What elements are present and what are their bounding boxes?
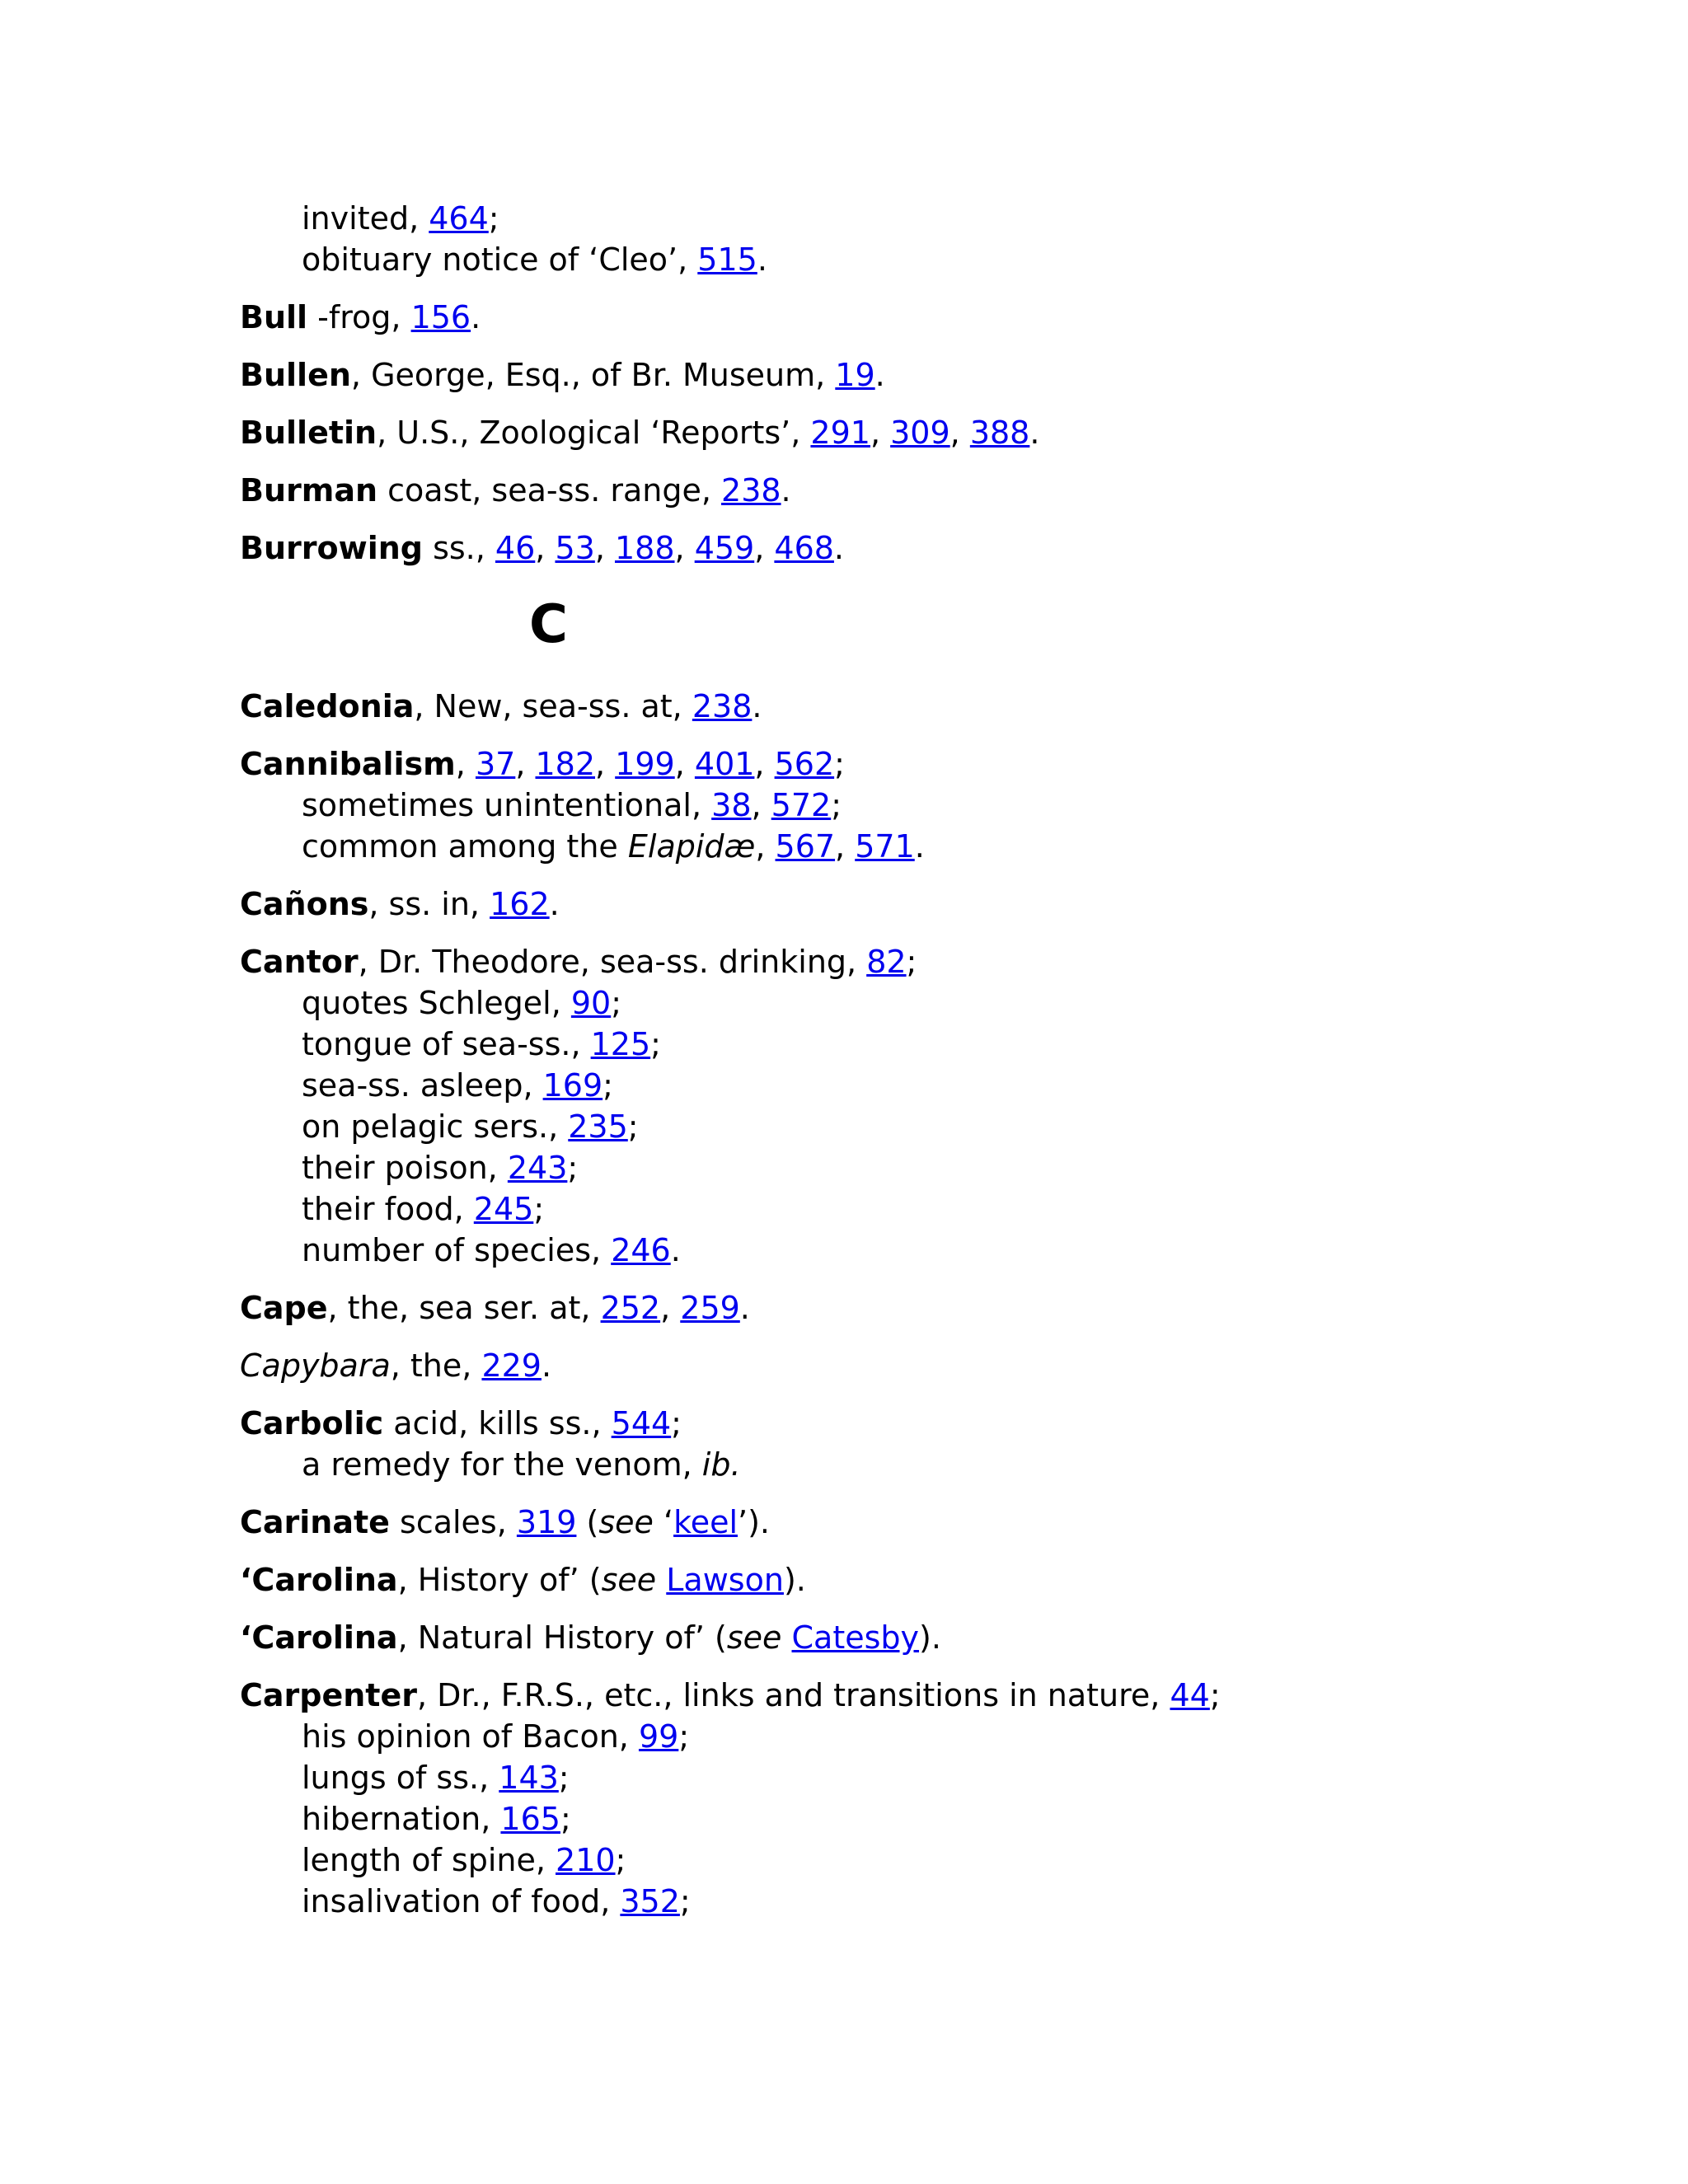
entry-text: , [754, 530, 775, 566]
entry-text: scales, [389, 1504, 517, 1540]
page-reference-link[interactable]: Catesby [791, 1619, 920, 1656]
entry-text: sometimes unintentional, [302, 787, 712, 823]
entry-text: ; [488, 200, 499, 237]
index-entry [240, 527, 1526, 569]
page-reference-link[interactable]: 388 [969, 415, 1030, 451]
entry-text: sea-ss. asleep, [302, 1067, 543, 1104]
index-entry-line [240, 1502, 1526, 1543]
index-headword: Bull [240, 299, 308, 335]
index-entry [240, 743, 1526, 867]
page-reference-link[interactable]: 90 [570, 985, 612, 1021]
page-reference-link[interactable]: 291 [810, 415, 870, 451]
page-reference-link[interactable]: 143 [499, 1760, 559, 1796]
entry-text: ; [533, 1191, 545, 1227]
italic-text: Capybara [240, 1347, 391, 1384]
page-reference-link[interactable]: 162 [490, 886, 550, 922]
index-subentry-line [240, 1188, 1526, 1230]
entry-text: , [755, 828, 776, 865]
index-subentry-line [240, 826, 1526, 867]
entry-text: ; [678, 1718, 690, 1755]
page-reference-link[interactable]: 252 [600, 1290, 661, 1326]
entry-text [656, 1562, 666, 1598]
entry-text: , [950, 415, 970, 451]
entry-text: coast, sea-ss. range, [377, 472, 722, 509]
italic-text: see [726, 1619, 782, 1656]
entry-text: on pelagic sers., [302, 1108, 569, 1145]
entry-text: common among the [302, 828, 628, 865]
entry-text: quotes Schlegel, [302, 985, 571, 1021]
page-reference-link[interactable]: 46 [495, 530, 536, 566]
index-entry [240, 686, 1526, 727]
index-entry-line [240, 354, 1526, 396]
entry-text: , ss. in, [368, 886, 490, 922]
entry-text [781, 1619, 791, 1656]
index-entry [240, 941, 1526, 1271]
entry-text: length of spine, [302, 1842, 556, 1878]
entry-text: ’). [738, 1504, 771, 1540]
page-reference-link[interactable]: 243 [507, 1150, 568, 1186]
index-subentry-line [240, 1757, 1526, 1798]
index-subentry-line [240, 1147, 1526, 1188]
index-entry [240, 1287, 1526, 1329]
entry-text: ‘ [653, 1504, 674, 1540]
entry-text: lungs of ss., [302, 1760, 499, 1796]
index-headword: ‘Carolina [240, 1619, 398, 1656]
entry-text: ss., [423, 530, 495, 566]
index-entry [240, 1502, 1526, 1543]
entry-text: ( [576, 1504, 599, 1540]
entry-text: ; [906, 944, 917, 980]
entry-text: , [535, 530, 556, 566]
entry-text: , History of’ ( [397, 1562, 602, 1598]
entry-text: ). [783, 1562, 806, 1598]
index-subentry-line [240, 1230, 1526, 1271]
index-entry [240, 412, 1526, 453]
entry-text: insalivation of food, [302, 1883, 621, 1919]
index-entry-line [240, 1675, 1526, 1716]
entry-text: . [1029, 415, 1040, 451]
entry-text: ; [650, 1026, 661, 1062]
entry-text: , [870, 415, 891, 451]
italic-text: see [598, 1504, 654, 1540]
index-headword: ‘Carolina [240, 1562, 398, 1598]
index-headword: Cantor [240, 944, 359, 980]
page-reference-link[interactable]: 182 [535, 746, 596, 782]
entry-text: a remedy for the venom, [302, 1446, 702, 1483]
entry-text: . [914, 828, 925, 865]
page-reference-link[interactable]: 238 [721, 472, 781, 509]
page-reference-link[interactable]: 515 [697, 241, 757, 278]
entry-text: , George, Esq., of Br. Museum, [350, 357, 836, 393]
index-entry-line [240, 527, 1526, 569]
entry-text: obituary notice of ‘Cleo’, [302, 241, 698, 278]
entry-text: ). [919, 1619, 941, 1656]
entry-text: . [833, 530, 845, 566]
entry-text: , [751, 787, 771, 823]
entry-text: . [739, 1290, 750, 1326]
index-headword: Carbolic [240, 1405, 384, 1441]
index-entry [240, 1345, 1526, 1386]
entry-text: their poison, [302, 1150, 508, 1186]
entry-text: . [752, 688, 762, 724]
page-reference-link[interactable]: 229 [481, 1347, 542, 1384]
index-entry [240, 354, 1526, 396]
index-entry-line [240, 743, 1526, 785]
index-subentry-line [240, 1716, 1526, 1757]
italic-text: Elapidæ [627, 828, 756, 865]
page-reference-link[interactable]: 571 [855, 828, 915, 865]
index-entry [240, 1559, 1526, 1601]
page-reference-link[interactable]: 188 [614, 530, 675, 566]
entry-text: , [595, 746, 616, 782]
index-headword: Caledonia [240, 688, 415, 724]
entry-text: , [835, 828, 856, 865]
entry-text: . [471, 299, 481, 335]
index-entry-line [240, 941, 1526, 982]
entry-text: , Natural History of’ ( [397, 1619, 727, 1656]
entry-text: . [541, 1347, 552, 1384]
index-entry-line [240, 1287, 1526, 1329]
page-reference-link[interactable]: 235 [568, 1108, 628, 1145]
index-entry-line [240, 412, 1526, 453]
index-subentry-line [240, 1798, 1526, 1840]
index-headword: Cañons [240, 886, 369, 922]
entry-text: . [874, 357, 885, 393]
page-reference-link[interactable]: 259 [680, 1290, 740, 1326]
page-reference-link[interactable]: 246 [611, 1232, 671, 1268]
page-reference-link[interactable]: 53 [555, 530, 595, 566]
entry-text: , Dr., F.R.S., etc., links and transitions in nature, [416, 1677, 1170, 1713]
index-entry-continuation [240, 198, 1526, 280]
entry-text: , New, sea-ss. at, [414, 688, 692, 724]
page-reference-link[interactable]: 37 [475, 746, 516, 782]
index-subentry-line [240, 1065, 1526, 1106]
entry-text: , [674, 746, 695, 782]
entry-text: ; [560, 1801, 571, 1837]
page-reference-link[interactable]: 572 [771, 787, 832, 823]
page-reference-link[interactable]: 19 [835, 357, 875, 393]
entry-text: number of species, [302, 1232, 612, 1268]
entry-text: tongue of sea-ss., [302, 1026, 591, 1062]
entry-text: . [757, 241, 767, 278]
index-subentry-line [240, 982, 1526, 1024]
index-subentry-line [240, 1024, 1526, 1065]
entry-text: their food, [302, 1191, 474, 1227]
entry-text: . [781, 472, 791, 509]
index-headword: Cannibalism [240, 746, 456, 782]
index-subentry-line [240, 1881, 1526, 1922]
page-reference-link[interactable]: 82 [866, 944, 907, 980]
entry-text: , U.S., Zoological ‘Reports’, [377, 415, 811, 451]
entry-text: ; [558, 1760, 570, 1796]
entry-text: , [594, 530, 615, 566]
index-entry-line [240, 686, 1526, 727]
entry-text: acid, kills ss., [383, 1405, 612, 1441]
page-reference-link[interactable]: 156 [410, 299, 471, 335]
page-reference-link[interactable]: 165 [500, 1801, 560, 1837]
page-reference-link[interactable]: 567 [775, 828, 836, 865]
page-reference-link[interactable]: 401 [694, 746, 755, 782]
entry-text: -frog, [307, 299, 411, 335]
entry-text: invited, [302, 200, 429, 237]
page-reference-link[interactable]: 544 [611, 1405, 672, 1441]
page-reference-link[interactable]: keel [673, 1504, 738, 1540]
index-entry [240, 1617, 1526, 1658]
page-reference-link[interactable]: 210 [556, 1842, 616, 1878]
page-reference-link[interactable]: 38 [711, 787, 752, 823]
section-letter-heading: C [529, 594, 568, 655]
entry-text: . [670, 1232, 681, 1268]
page-reference-link[interactable]: 99 [638, 1718, 679, 1755]
index-headword: Bullen [240, 357, 351, 393]
page-reference-link[interactable]: 309 [890, 415, 950, 451]
page-reference-link[interactable]: 44 [1170, 1677, 1210, 1713]
entry-text: ; [1209, 1677, 1221, 1713]
index-entry-line [240, 883, 1526, 925]
index-entry [240, 1403, 1526, 1485]
entry-text: ; [627, 1108, 639, 1145]
index-entry-line [240, 1345, 1526, 1386]
entry-text: his opinion of Bacon, [302, 1718, 639, 1755]
entry-text: ; [611, 985, 622, 1021]
entry-text: ; [615, 1842, 626, 1878]
index-entry [240, 1675, 1526, 1922]
page-reference-link[interactable]: 199 [615, 746, 675, 782]
page-reference-link[interactable]: 125 [590, 1026, 651, 1062]
italic-text: ib. [701, 1446, 741, 1483]
index-subentry-line [240, 1444, 1526, 1485]
index-subentry-line [240, 785, 1526, 826]
index-entry-line [240, 1617, 1526, 1658]
page-reference-link[interactable]: 464 [429, 200, 489, 237]
index-page [240, 198, 1526, 1938]
page-reference-link[interactable]: 245 [473, 1191, 534, 1227]
page-reference-link[interactable]: Lawson [666, 1562, 784, 1598]
index-entry [240, 470, 1526, 511]
index-subentry-line [240, 1840, 1526, 1881]
page-reference-link[interactable]: 238 [692, 688, 753, 724]
entry-text: ; [567, 1150, 579, 1186]
page-reference-link[interactable]: 468 [774, 530, 834, 566]
entry-text: ; [679, 1883, 691, 1919]
index-entry-line [240, 1403, 1526, 1444]
entry-text: , [674, 530, 695, 566]
entry-text: , [455, 746, 476, 782]
index-headword: Cape [240, 1290, 328, 1326]
index-entry-line [240, 297, 1526, 338]
index-subentry-line [240, 239, 1526, 280]
index-entry [240, 883, 1526, 925]
page-reference-link[interactable]: 169 [542, 1067, 603, 1104]
page-reference-link[interactable]: 319 [516, 1504, 577, 1540]
entry-text: , [515, 746, 536, 782]
page-reference-link[interactable]: 352 [620, 1883, 680, 1919]
entry-text: , the, [390, 1347, 482, 1384]
entry-text: , the, sea ser. at, [327, 1290, 601, 1326]
index-headword: Burrowing [240, 530, 423, 566]
index-entry-line [240, 470, 1526, 511]
entry-text: , [660, 1290, 681, 1326]
index-entry-line [240, 1559, 1526, 1601]
index-headword: Carpenter [240, 1677, 417, 1713]
index-headword: Carinate [240, 1504, 390, 1540]
entry-text: ; [603, 1067, 613, 1104]
page-reference-link[interactable]: 562 [774, 746, 835, 782]
entry-text: hibernation, [302, 1801, 501, 1837]
index-subentry-line [240, 1106, 1526, 1147]
index-headword: Bulletin [240, 415, 377, 451]
entry-text: ; [834, 746, 845, 782]
page-reference-link[interactable]: 459 [694, 530, 755, 566]
entry-text: ; [831, 787, 842, 823]
italic-text: see [601, 1562, 657, 1598]
index-subentry-line [240, 198, 1526, 239]
entry-text: , Dr. Theodore, sea-ss. drinking, [358, 944, 867, 980]
entry-text: . [549, 886, 560, 922]
index-headword: Burman [240, 472, 378, 509]
index-entry [240, 297, 1526, 338]
entry-text: ; [671, 1405, 682, 1441]
entry-text: , [754, 746, 775, 782]
